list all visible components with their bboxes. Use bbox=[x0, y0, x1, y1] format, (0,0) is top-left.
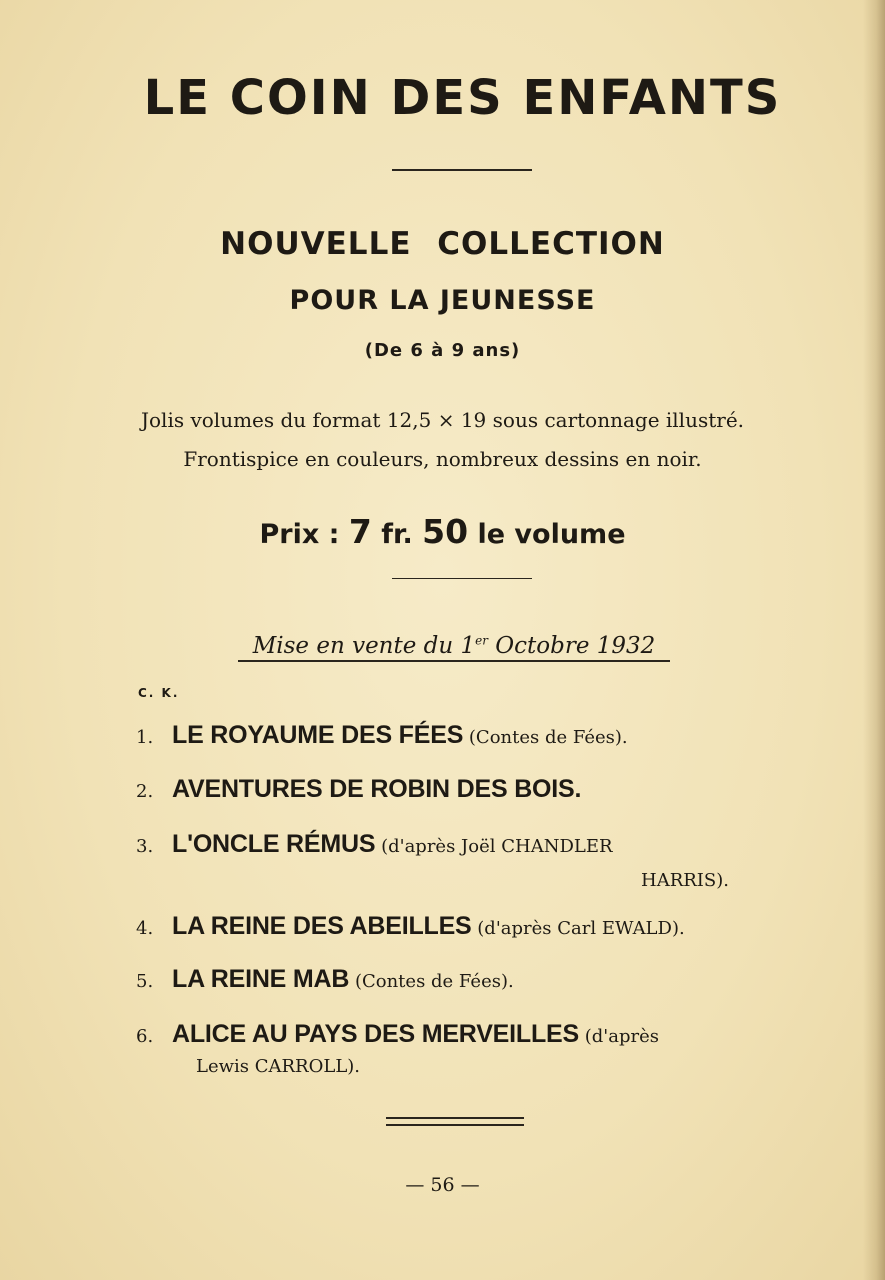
collection-code: C. K. bbox=[138, 686, 180, 700]
book-number: 6. bbox=[136, 1026, 154, 1047]
price-prefix: Prix : bbox=[259, 519, 340, 550]
book-title: AVENTURES DE ROBIN DES BOIS. bbox=[172, 775, 582, 803]
book-title: LE ROYAUME DES FÉES bbox=[172, 721, 464, 749]
collection-subheading: POUR LA JEUNESSE bbox=[289, 285, 596, 316]
book-number: 2. bbox=[136, 781, 154, 802]
price-suffix: le volume bbox=[477, 519, 626, 550]
book-item-3 bbox=[136, 820, 776, 871]
book-number: 3. bbox=[136, 836, 154, 857]
price-amount-centimes: 50 bbox=[422, 512, 469, 551]
book-note: (d'après bbox=[579, 1026, 659, 1047]
book-note: (Contes de Fées). bbox=[463, 727, 628, 748]
book-item-6 bbox=[136, 1010, 776, 1061]
book-note: (d'après Joël CHANDLER bbox=[375, 836, 613, 857]
book-title: LA REINE DES ABEILLES bbox=[172, 912, 472, 940]
book-number: 4. bbox=[136, 918, 154, 939]
divider-top bbox=[392, 169, 532, 171]
age-range: (De 6 à 9 ans) bbox=[364, 340, 521, 361]
divider-bottom-1 bbox=[386, 1117, 524, 1119]
divider-middle bbox=[392, 578, 532, 579]
price-amount-francs: 7 bbox=[348, 512, 372, 551]
book-title: ALICE AU PAYS DES MERVEILLES bbox=[172, 1020, 579, 1048]
book-title: LA REINE MAB bbox=[172, 965, 350, 993]
book-item-1 bbox=[136, 711, 776, 762]
book-note-continued-6: Lewis CARROLL). bbox=[196, 1056, 361, 1077]
book-note: (Contes de Fées). bbox=[349, 971, 514, 992]
sale-date-text: Mise en vente du 1 bbox=[252, 633, 476, 659]
page-title: LE COIN DES ENFANTS bbox=[143, 70, 782, 126]
book-item-2 bbox=[136, 765, 776, 816]
page-number: — 56 — bbox=[405, 1174, 480, 1196]
book-note-continued-3: HARRIS). bbox=[641, 870, 729, 891]
sale-date bbox=[238, 633, 670, 662]
price-unit: fr. bbox=[381, 519, 413, 550]
book-item-4 bbox=[136, 902, 776, 953]
divider-bottom-2 bbox=[386, 1124, 524, 1126]
book-number: 5. bbox=[136, 971, 154, 992]
description-line-2: Frontispice en couleurs, nombreux dessins en noir. bbox=[183, 447, 702, 471]
description-line-1: Jolis volumes du format 12,5 × 19 sous cartonnage illustré. bbox=[140, 408, 745, 432]
price-line bbox=[0, 512, 885, 551]
sale-date-ordinal: er bbox=[475, 633, 488, 648]
page-spine-shadow bbox=[863, 0, 885, 1280]
book-item-5 bbox=[136, 955, 776, 1006]
book-number: 1. bbox=[136, 727, 154, 748]
book-title: L'ONCLE RÉMUS bbox=[172, 830, 376, 858]
sale-date-text-2: Octobre 1932 bbox=[487, 633, 656, 659]
book-note: (d'après Carl EWALD). bbox=[471, 918, 685, 939]
collection-heading: NOUVELLE COLLECTION bbox=[220, 226, 665, 262]
